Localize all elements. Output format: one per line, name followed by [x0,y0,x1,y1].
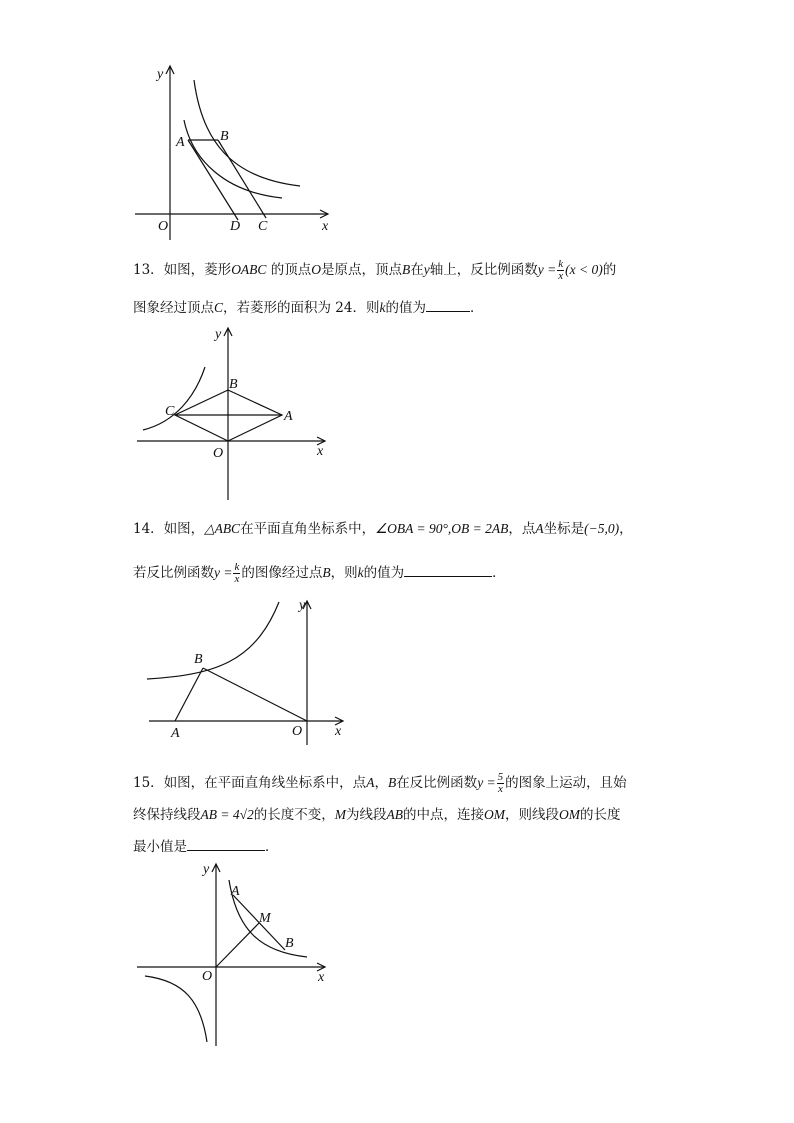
figure-q15-svg [135,860,335,1050]
text: 若反比例函数 [133,565,214,581]
math-var: y = [214,565,233,580]
math-expression: ∠OBA = 90°,OB = 2AB [375,521,509,536]
label-d: D [230,219,241,234]
math-var: A [535,521,544,536]
text: 如图，菱形 [163,262,232,278]
text: 的顶点 [270,262,312,278]
label-y: y [299,598,306,613]
text: 的中点，连接 [403,807,485,823]
text: ， [619,521,633,537]
fraction-k-over-x [233,562,240,585]
label-m: M [259,911,271,926]
question-15-line-2 [133,806,621,824]
math-var: OM [484,807,506,822]
answer-blank[interactable] [187,837,265,851]
math-var: C [214,300,224,315]
text: ． [470,300,484,316]
text: 在 [410,262,424,278]
text: 如图， [163,521,205,537]
segment-om [216,923,259,967]
question-13-line-1 [133,259,616,282]
question-14-line-2 [133,562,506,585]
figure-q14-svg [145,597,355,747]
label-b: B [285,936,294,951]
label-a: A [171,726,180,741]
figure-q13 [135,322,335,502]
question-14-line-1 [133,520,633,538]
label-b: B [220,129,229,144]
label-x: x [317,444,324,459]
text: 终保持线段 [133,807,201,823]
text: 图象经过顶点 [133,300,214,316]
text: ，则 [330,565,358,581]
figure-q12 [130,60,340,240]
math-var: y = [537,262,557,277]
math-var: A [366,775,375,790]
label-y: y [215,327,222,342]
text: 最小值是 [133,839,187,855]
answer-blank[interactable] [426,298,470,312]
math-var: k [357,565,364,580]
text: 在平面直角坐标系中， [240,521,376,537]
label-b: B [194,652,203,667]
math-expression: AB = 4√2 [200,807,254,822]
text: 是原点，顶点 [320,262,402,278]
text: ． [492,565,506,581]
question-number: 14． [133,521,164,537]
math-coordinate: (−5,0) [584,521,620,536]
answer-blank[interactable] [404,563,492,577]
outer-curve [194,80,300,186]
question-number: 15． [133,775,164,791]
label-c: C [258,219,268,234]
figure-q13-svg [135,322,335,502]
question-15-line-3 [133,837,279,856]
text: 的图像经过点 [241,565,323,581]
hyperbola-branch [147,602,279,679]
text: 为线段 [346,807,387,823]
text: 的长度 [580,807,621,823]
fraction-k-over-x [557,259,564,282]
question-15-line-1 [133,772,627,795]
math-condition: (x < 0) [565,262,603,277]
hyperbola-branch [143,367,205,430]
label-c: C [165,404,175,419]
math-var: B [401,262,411,277]
text: 如图，在平面直角线坐标系中，点 [163,775,367,791]
label-a: A [176,135,185,150]
question-number: 13． [133,262,164,278]
label-y: y [203,862,210,877]
math-var: OM [559,807,581,822]
math-var: B [387,775,397,790]
label-o: O [292,724,303,739]
math-var: M [334,807,347,822]
fraction-denominator: x [558,270,564,282]
math-var: OABC [231,262,267,277]
label-o: O [202,969,213,984]
fraction-numerator: k [234,561,240,573]
math-var: k [379,300,386,315]
label-x: x [335,724,342,739]
label-a: A [284,409,293,424]
question-13-line-2 [133,298,484,317]
text: ，点 [508,521,536,537]
label-y: y [157,67,164,82]
text: 的值为 [385,300,426,316]
text: ，若菱形的面积为 24．则 [223,300,380,316]
label-b: B [229,377,238,392]
fraction-denominator: x [497,783,503,795]
label-a: A [231,884,240,899]
math-var: y = [477,775,496,790]
text: 的长度不变， [253,807,335,823]
math-var: △ABC [204,521,241,536]
segment-ad [188,140,238,220]
label-x: x [318,970,325,985]
fraction-5-over-x [497,772,505,795]
text: 的 [602,262,617,278]
figure-q15 [135,860,335,1050]
text: ． [265,839,279,855]
label-o: O [213,446,224,461]
text: ， [374,775,388,791]
fraction-numerator: 5 [497,771,504,783]
text: 的值为 [363,565,405,581]
label-o: O [158,219,169,234]
text: 坐标是 [543,521,585,537]
hyperbola-branch-third-quadrant [145,976,207,1042]
math-var: y [423,262,430,277]
text: 在反比例函数 [396,775,478,791]
inner-curve [184,120,282,198]
segment-bo [203,668,307,721]
figure-q14 [145,597,355,747]
fraction-numerator: k [558,258,564,270]
figure-q12-svg [130,60,340,240]
math-var: B [322,565,331,580]
text: ，则线段 [505,807,560,823]
math-var: O [311,262,321,277]
text: 轴上，反比例函数 [429,262,538,278]
text: 的图象上运动，且始 [505,775,627,791]
fraction-denominator: x [234,573,240,585]
math-var: AB [386,807,404,822]
label-x: x [322,219,329,234]
